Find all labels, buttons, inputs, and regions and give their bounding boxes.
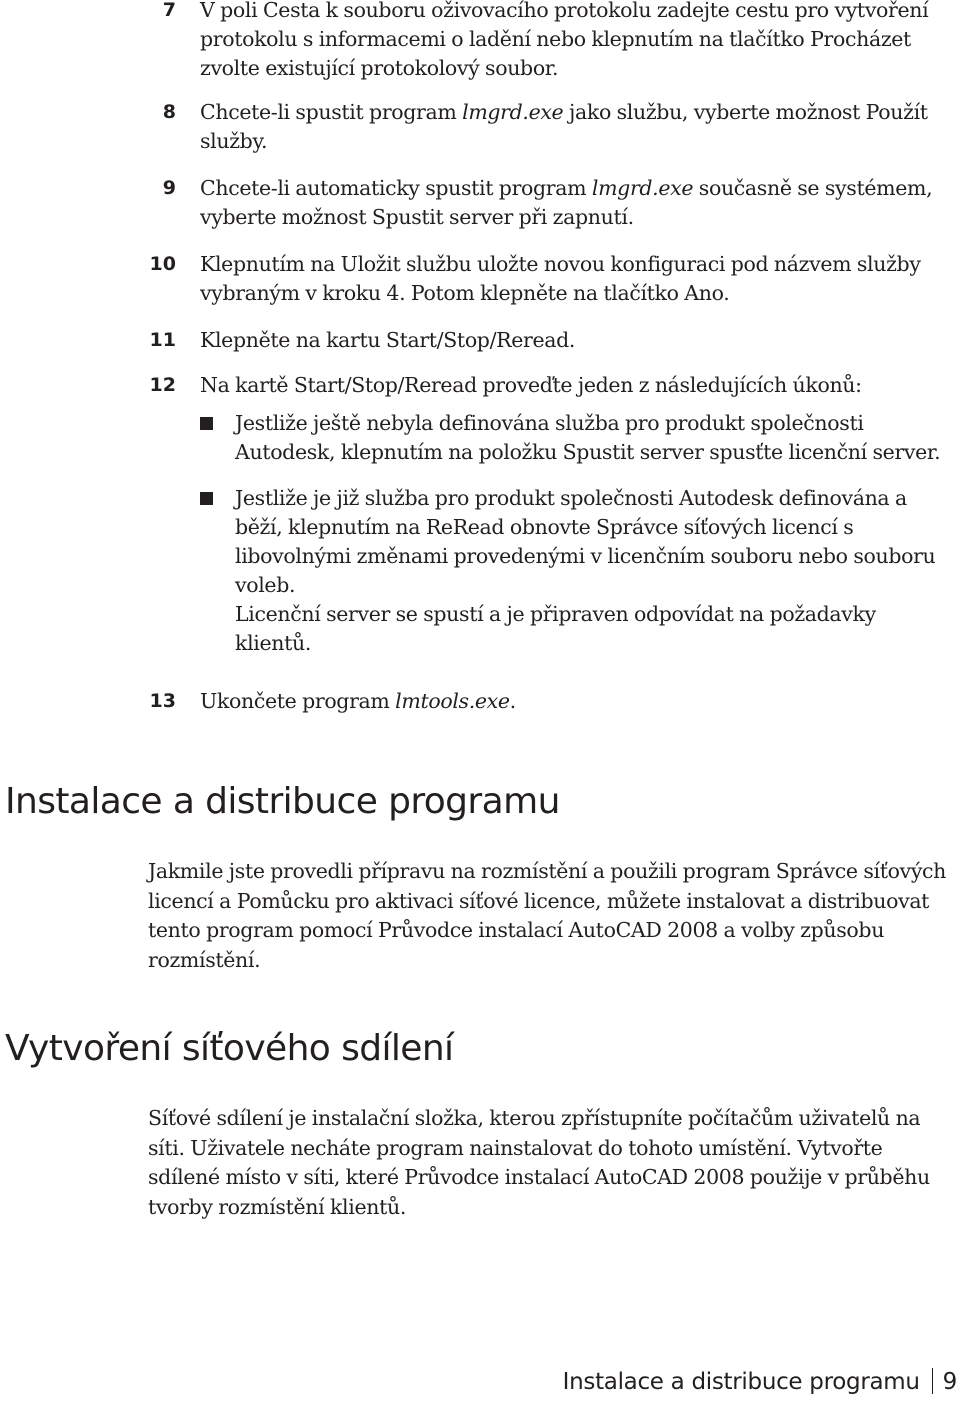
step-number: 11	[149, 329, 176, 351]
step-number: 12	[149, 374, 176, 396]
step-text: Na kartě Start/Stop/Reread proveďte jeden z následujících úkonů:	[200, 373, 862, 397]
step-text: V poli Cesta k souboru oživovacího protokolu zadejte cestu pro vytvoření protokolu s informacemi o ladění nebo klepnutím na tlačítko Procházet zvolte existující protokolový soubor.	[200, 0, 929, 80]
bullet-text: Jestliže je již služba pro produkt společnosti Autodesk definována a běží, klepnutím na ReRead obnovte Správce síťových licencí s libovolnými změnami provedenými v licenčním souboru nebo souboru voleb. Licenční server se spustí a je připraven odpovídat na požadavky klientů.	[235, 486, 936, 655]
step-number: 9	[162, 177, 176, 199]
step-number: 13	[149, 690, 176, 712]
footer-divider	[932, 1368, 933, 1394]
program-name: lmgrd.exe	[462, 100, 564, 124]
page-number: 9	[942, 1369, 957, 1395]
footer-section-title: Instalace a distribuce programu	[562, 1369, 920, 1395]
section-paragraph: Síťové sdílení je instalační složka, kterou zpřístupníte počítačům uživatelů na síti. Uživatele necháte program nainstalovat do tohoto umístění. Vytvořte sdílené místo v síti, které Průvodce instalací AutoCAD 2008 použije v průběhu tvorby rozmístění klientů.	[148, 1106, 930, 1219]
section-paragraph: Jakmile jste provedli přípravu na rozmístění a použili program Správce síťových licencí a Pomůcku pro aktivaci síťové licence, můžete instalovat a distribuovat tento program pomocí Průvodce instalací AutoCAD 2008 a volby způsobu rozmístění.	[148, 859, 947, 972]
bullet-text: Jestliže ještě nebyla definována služba pro produkt společnosti Autodesk, klepnutím na položku Spustit server spusťte licenční server.	[235, 411, 941, 464]
step-number: 8	[162, 101, 176, 123]
section-heading-installation: Instalace a distribuce programu	[5, 781, 560, 822]
section-heading-network-share: Vytvoření síťového sdílení	[5, 1028, 454, 1069]
program-name: lmtools.exe	[395, 689, 510, 713]
step-text: Chcete-li automaticky spustit program lmgrd.exe současně se systémem, vyberte možnost Spustit server při zapnutí.	[200, 176, 933, 229]
page-footer	[563, 1367, 957, 1397]
step-text: Chcete-li spustit program lmgrd.exe jako službu, vyberte možnost Použít služby.	[200, 100, 928, 153]
step-text: Ukončete program lmtools.exe.	[200, 689, 516, 713]
step-number: 7	[162, 0, 176, 21]
square-bullet-icon	[200, 492, 213, 505]
step-number: 10	[149, 253, 176, 275]
step-text: Klepnutím na Uložit službu uložte novou konfiguraci pod názvem služby vybraným v kroku 4. Potom klepněte na tlačítko Ano.	[200, 252, 921, 305]
step-text: Klepněte na kartu Start/Stop/Reread.	[200, 328, 576, 352]
program-name: lmgrd.exe	[591, 176, 694, 200]
square-bullet-icon	[200, 417, 213, 430]
